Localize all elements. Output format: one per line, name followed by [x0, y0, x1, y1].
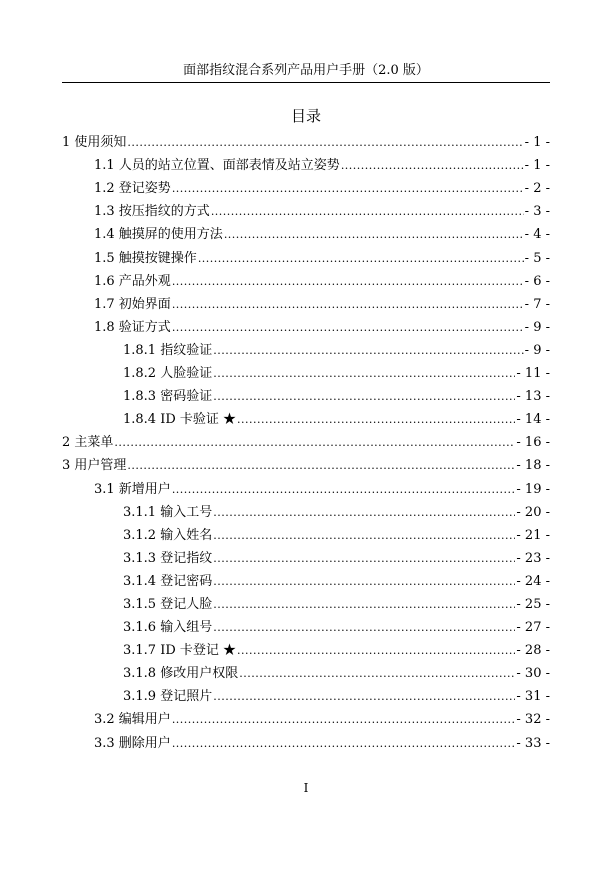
toc-entry[interactable] [62, 635, 550, 658]
toc-dot-leader [213, 529, 515, 543]
toc-dot-leader [172, 483, 516, 497]
toc-dot-leader [127, 136, 523, 150]
toc-dot-leader [237, 413, 515, 427]
toc-dot-leader [213, 690, 515, 704]
toc-entry-label: 1.8.4 ID 卡验证 ★ [123, 412, 237, 428]
toc-dot-leader [213, 621, 515, 635]
toc-entry-page: - 30 - [516, 666, 550, 682]
toc-entry-page: - 33 - [516, 735, 550, 751]
toc-entry[interactable] [62, 219, 550, 242]
toc-dot-leader [213, 344, 523, 358]
toc-entry-page: - 5 - [524, 250, 550, 266]
toc-dot-leader [213, 598, 515, 612]
toc-entry-label: 3.1.8 修改用户权限 [123, 666, 239, 682]
toc-dot-leader [213, 552, 515, 566]
toc-entry-label: 1.1 人员的站立位置、面部表情及站立姿势 [94, 158, 340, 174]
toc-dot-leader [213, 367, 515, 381]
toc-entry-label: 1.8.3 密码验证 [123, 389, 213, 405]
toc-entry-page: - 14 - [516, 412, 550, 428]
toc-entry-page: - 9 - [524, 319, 550, 335]
page-number: I [303, 781, 309, 795]
toc-entry-label: 1.8.1 指纹验证 [123, 342, 213, 358]
toc-entry[interactable] [62, 497, 550, 520]
toc-dot-leader [172, 713, 516, 727]
toc-entry-label: 3.1 新增用户 [94, 481, 171, 497]
toc-entry-page: - 6 - [524, 273, 550, 289]
toc-entry-page: - 28 - [516, 643, 550, 659]
toc-entry[interactable] [62, 196, 550, 219]
toc-dot-leader [341, 159, 524, 173]
toc-entry-label: 1.6 产品外观 [94, 273, 171, 289]
toc-entry[interactable] [62, 150, 550, 173]
toc-dot-leader [239, 667, 515, 681]
toc-entry-label: 3.1.9 登记照片 [123, 689, 213, 705]
toc-entry-page: - 31 - [516, 689, 550, 705]
toc-entry-page: - 32 - [516, 712, 550, 728]
toc-entry-label: 1.8 验证方式 [94, 319, 171, 335]
toc-dot-leader [172, 275, 524, 289]
toc-dot-leader [127, 459, 515, 473]
toc-entry[interactable] [62, 289, 550, 312]
toc-entry-page: - 11 - [516, 366, 550, 382]
toc-entry[interactable] [62, 566, 550, 589]
toc-entry[interactable] [62, 242, 550, 265]
toc-dot-leader [198, 252, 524, 266]
toc-entry-page: - 18 - [516, 458, 550, 474]
toc-entry-page: - 23 - [516, 550, 550, 566]
toc-entry[interactable] [62, 427, 550, 450]
toc-entry-page: - 4 - [524, 227, 550, 243]
toc-entry-page: - 16 - [516, 435, 550, 451]
toc-entry-page: - 25 - [516, 596, 550, 612]
toc-entry-page: - 19 - [516, 481, 550, 497]
toc-entry[interactable] [62, 543, 550, 566]
toc-entry[interactable] [62, 173, 550, 196]
toc-entry[interactable] [62, 358, 550, 381]
toc-entry-label: 3.1.7 ID 卡登记 ★ [123, 643, 237, 659]
toc-dot-leader [172, 321, 524, 335]
toc-dot-leader [237, 644, 515, 658]
toc-entry[interactable] [62, 127, 550, 150]
toc-title: 目录 [290, 107, 321, 125]
toc-entry-label: 3.1.5 登记人脸 [123, 596, 213, 612]
toc-dot-leader [172, 737, 516, 751]
toc-entry-label: 3.1.3 登记指纹 [123, 550, 213, 566]
toc-entry-label: 3.3 删除用户 [94, 735, 171, 751]
toc-dot-leader [224, 228, 524, 242]
toc-entry[interactable] [62, 658, 550, 681]
toc-dot-leader [172, 298, 524, 312]
toc-entry-page: - 20 - [516, 504, 550, 520]
toc-entry-label: 3.1.1 输入工号 [123, 504, 213, 520]
toc-entry-page: - 1 - [524, 135, 550, 151]
toc-entry[interactable] [62, 589, 550, 612]
toc-entry-label: 1.7 初始界面 [94, 296, 171, 312]
toc-entry-label: 1.8.2 人脸验证 [123, 366, 213, 382]
toc-dot-leader [172, 182, 524, 196]
toc-entry[interactable] [62, 681, 550, 704]
table-of-contents [62, 127, 550, 751]
toc-dot-leader [213, 575, 515, 589]
toc-entry[interactable] [62, 381, 550, 404]
toc-entry-page: - 1 - [524, 158, 550, 174]
toc-entry-label: 2 主菜单 [62, 435, 114, 451]
toc-entry[interactable] [62, 704, 550, 727]
toc-entry-label: 3.1.2 输入姓名 [123, 527, 213, 543]
toc-entry-label: 3.1.6 输入组号 [123, 620, 213, 636]
toc-entry-page: - 27 - [516, 620, 550, 636]
toc-dot-leader [213, 506, 515, 520]
toc-entry-page: - 13 - [516, 389, 550, 405]
header-divider [62, 82, 550, 83]
toc-entry[interactable] [62, 520, 550, 543]
toc-entry-label: 3.2 编辑用户 [94, 712, 171, 728]
toc-entry[interactable] [62, 450, 550, 473]
toc-entry[interactable] [62, 473, 550, 496]
toc-entry-label: 1.2 登记姿势 [94, 181, 171, 197]
toc-entry-label: 1.3 按压指纹的方式 [94, 204, 210, 220]
running-header: 面部指纹混合系列产品用户手册（2.0 版） [183, 63, 429, 78]
toc-entry-label: 3.1.4 登记密码 [123, 573, 213, 589]
toc-entry[interactable] [62, 404, 550, 427]
toc-dot-leader [114, 436, 515, 450]
toc-entry-page: - 9 - [524, 342, 550, 358]
toc-entry-label: 1 使用须知 [62, 135, 127, 151]
toc-dot-leader [213, 390, 515, 404]
toc-entry[interactable] [62, 612, 550, 635]
toc-entry[interactable] [62, 727, 550, 750]
toc-entry-label: 1.5 触摸按键操作 [94, 250, 197, 266]
toc-entry-page: - 24 - [516, 573, 550, 589]
toc-entry-label: 1.4 触摸屏的使用方法 [94, 227, 223, 243]
toc-entry-page: - 21 - [516, 527, 550, 543]
toc-entry[interactable] [62, 335, 550, 358]
toc-entry-page: - 2 - [524, 181, 550, 197]
toc-entry-page: - 3 - [524, 204, 550, 220]
toc-entry[interactable] [62, 266, 550, 289]
toc-dot-leader [211, 205, 524, 219]
toc-entry[interactable] [62, 312, 550, 335]
toc-entry-page: - 7 - [524, 296, 550, 312]
toc-entry-label: 3 用户管理 [62, 458, 127, 474]
